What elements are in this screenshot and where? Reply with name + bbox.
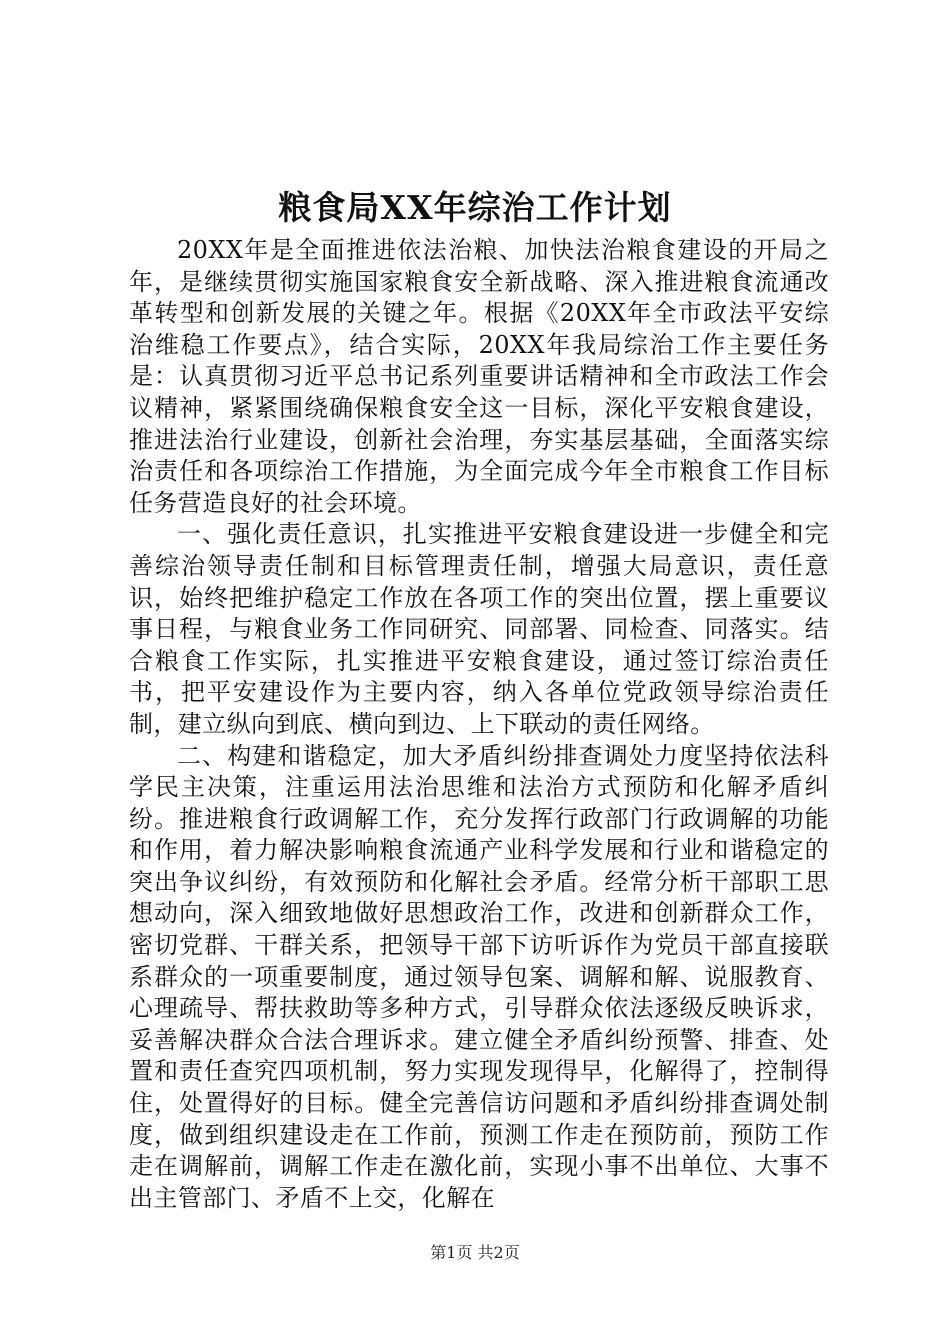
page-number-footer: 第1页 共2页 [430,1243,520,1262]
paragraph-section-1: 一、强化责任意识，扎实推进平安粮食建设进一步健全和完善综治领导责任制和目标管理责任制，增强大局意识，责任意识，始终把维护稳定工作放在各项工作的突出位置，摆上重要议事日程，与粮食业务工作同研究、同部署、同检查、同落实。结合粮食工作实际，扎实推进平安粮食建设，通过签订综治责任书，把平安建设作为主要内容，纳入各单位党政领导综治责任制，建立纵向到底、横向到边、上下联动的责任网络。 [129,520,829,738]
document-title: 粮食局XX年综治工作计划 [278,188,672,227]
document-body [129,235,829,1214]
paragraph-intro: 20XX年是全面推进依法治粮、加快法治粮食建设的开局之年，是继续贯彻实施国家粮食安全新战略、深入推进粮食流通改革转型和创新发展的关键之年。根据《20XX年全市政法平安综治维稳工作要点》，结合实际，20XX年我局综治工作主要任务是：认真贯彻习近平总书记系列重要讲话精神和全市政法工作会议精神，紧紧围绕确保粮食安全这一目标，深化平安粮食建设，推进法治行业建设，创新社会治理，夯实基层基础，全面落实综治责任和各项综治工作措施，为全面完成今年全市粮食工作目标任务营造良好的社会环境。 [129,236,829,517]
paragraph-section-2: 二、构建和谐稳定，加大矛盾纠纷排查调处力度坚持依法科学民主决策，注重运用法治思维和法治方式预防和化解矛盾纠纷。推进粮食行政调解工作，充分发挥行政部门行政调解的功能和作用，着力解决影响粮食流通产业科学发展和行业和谐稳定的突出争议纠纷，有效预防和化解社会矛盾。经常分析干部职工思想动向，深入细致地做好思想政治工作，改进和创新群众工作，密切党群、干群关系，把领导干部下访听诉作为党员干部直接联系群众的一项重要制度，通过领导包案、调解和解、说服教育、心理疏导、帮扶救助等多种方式，引导群众依法逐级反映诉求，妥善解决群众合法合理诉求。建立健全矛盾纠纷预警、排查、处置和责任查究四项机制，努力实现发现得早，化解得了，控制得住，处置得好的目标。健全完善信访问题和矛盾纠纷排查调处制度，做到组织建设走在工作前，预测工作走在预防前，预防工作走在调解前，调解工作走在激化前，实现小事不出单位、大事不出主管部门、矛盾不上交，化解在 [129,741,829,1212]
